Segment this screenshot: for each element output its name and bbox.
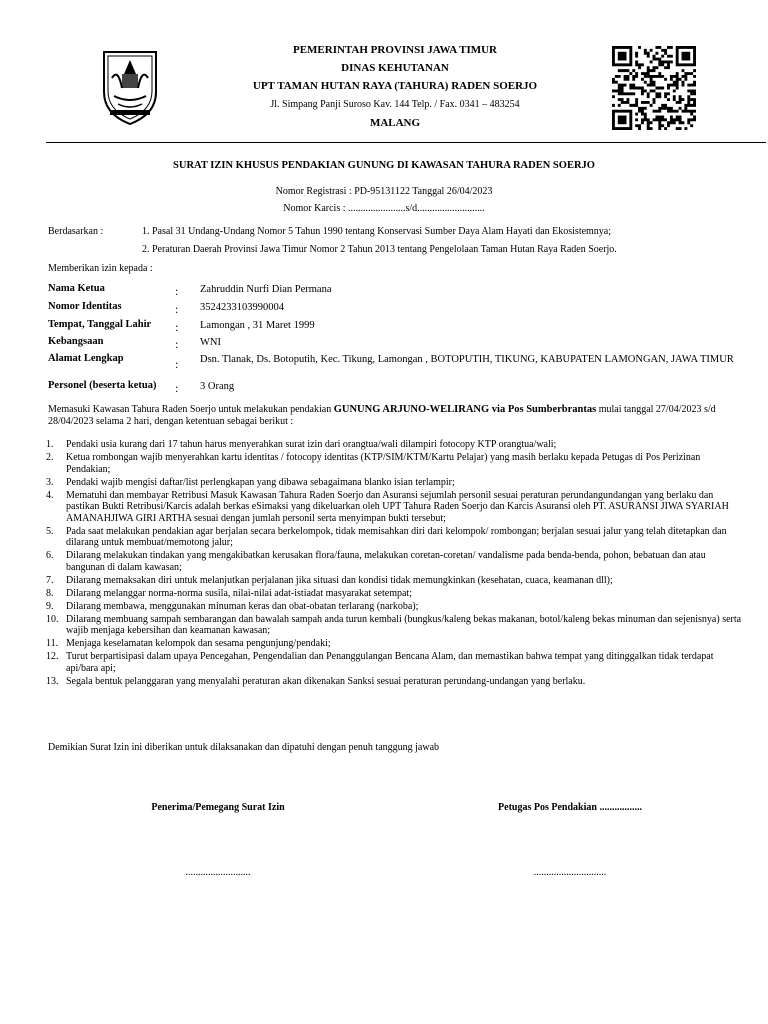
field-value-birth: Lamongan , 31 Maret 1999 [200,320,315,331]
entry-paragraph [48,404,740,428]
basis-item-1: 1. Pasal 31 Undang-Undang Nomor 5 Tahun 1990 tentang Konservasi Sumber Daya Alam Hayati dan Ekosistemnya; [142,226,612,237]
field-colon: : [175,357,179,371]
field-label-birth: Tempat, Tanggal Lahir [48,319,152,330]
list-item [46,439,746,451]
list-item-number: 4. [46,489,54,501]
coat-of-arms-logo [100,48,160,126]
list-item-text: Dilarang membuang sampah sembarangan dan bawalah sampah anda turun kembali (bungkus/kaleng bekas makanan, botol/kaleng bekas minuman dan sejenisnya) serta wajib menjaga kebersihan dan keamanan kawasan; [66,613,742,636]
list-item-number: 11. [46,638,59,649]
list-item-text: Dilarang melakukan tindakan yang mengakibatkan kerusakan flora/fauna, melakukan coretan-coretan/ vandalisme pada benda-benda, pohon, bebatuan dan atau bangunan di dalam kawasan; [66,550,706,573]
list-item-number: 5. [46,525,54,537]
field-colon: : [175,381,179,395]
document-title: SURAT IZIN KHUSUS PENDAKIAN GUNUNG DI KAWASAN TAHURA RADEN SOERJO [173,160,595,171]
field-colon: : [175,302,179,316]
entry-mountain: GUNUNG ARJUNO-WELIRANG via Pos Sumberbrantas [333,404,597,415]
list-item-number: 13. [46,675,59,687]
field-value-leader-name: Zahruddin Nurfi Dian Permana [200,284,332,295]
recipient-signature-line: .......................... [185,867,251,878]
list-item-text: Dilarang memaksakan diri untuk melanjutkan perjalanan jika situasi dan kondisi tidak memungkinkan (kesehatan, cuaca, keamanan dll); [66,574,613,586]
recipient-signature-title: Penerima/Pemegang Surat Izin [151,802,285,813]
list-item-number: 12. [46,651,59,662]
list-item-text: Pendaki usia kurang dari 17 tahun harus menyerahkan surat izin dari orangtua/wali dilampiri fotocopy KTP orangtua/wali; [66,439,557,450]
field-value-nationality: WNI [200,337,221,348]
list-item-number: 7. [46,574,54,586]
officer-signature-title: Petugas Pos Pendakian ................. [498,802,642,813]
closing-statement: Demikian Surat Izin ini diberikan untuk dilaksanakan dan dipatuhi dengan penuh tanggung jawab [48,742,440,753]
field-label-nationality: Kebangsaan [48,336,104,347]
list-item-number: 10. [46,613,59,625]
header-unit: UPT TAMAN HUTAN RAYA (TAHURA) RADEN SOERJO [252,80,538,92]
list-item [46,490,746,525]
field-value-personnel: 3 Orang [200,381,235,392]
list-item-text: Ketua rombongan wajib menyerahkan kartu identitas / fotocopy identitas (KTP/SIM/KTM/Kartu Pelajar) yang masih berlaku kepada Petugas di Pos Perizinan Pendakian; [66,452,701,475]
list-item [46,550,746,573]
list-item [46,601,746,613]
list-item [46,638,746,650]
ticket-number: Nomor Karcis : .......................s/d........................... [283,203,485,214]
list-item-text: Menjaga keselamatan kelompok dan sesama pengunjung/pendaki; [66,638,331,649]
list-item-text: Dilarang membawa, menggunakan minuman keras dan obat-obatan terlarang (narkoba); [66,600,419,612]
list-item-number: 1. [46,439,54,450]
qr-code-icon [612,46,696,130]
list-item-text: Segala bentuk pelanggaran yang menyalahi peraturan akan dikenakan Sanksi sesuai peraturan perundang-undangan yang berlaku. [66,675,586,687]
header-divider [46,142,766,143]
field-label-personnel: Personel (beserta ketua) [48,380,157,391]
field-colon: : [175,337,179,351]
list-item-number: 2. [46,452,54,463]
list-item-number: 3. [46,476,54,488]
list-item-number: 8. [46,587,54,599]
field-colon: : [175,320,179,334]
registration-number: Nomor Registrasi : PD-95131122 Tanggal 26/04/2023 [275,186,493,197]
field-label-address: Alamat Lengkap [48,353,124,364]
list-item-number: 9. [46,600,54,612]
list-item-text: Pada saat melakukan pendakian agar berjalan secara berkelompok, tidak memisahkan diri dari kelompok/ rombongan; berjalan sesuai jalur yang telah ditetapkan dan dilarang untuk membuat/memotong jalur; [66,525,727,548]
field-value-address: Dsn. Tlanak, Ds. Botoputih, Kec. Tikung, Lamongan , BOTOPUTIH, TIKUNG, KABUPATEN LAMONGAN, JAWA TIMUR [200,354,734,365]
entry-pre: Memasuki Kawasan Tahura Raden Soerjo untuk melakukan pendakian [48,404,334,415]
rules-list [46,439,746,689]
field-colon: : [175,284,179,298]
field-label-id-number: Nomor Identitas [48,301,122,312]
list-item-text: Pendaki wajib mengisi daftar/list perlengkapan yang dibawa sebagaimana blanko isian terlampir; [66,476,455,488]
list-item-text: Turut berpartisipasi dalam upaya Pencegahan, Pengendalian dan Penanggulangan Bencana Alam, dan memastikan bahwa tempat yang ditinggalkan tidak terdapat api/bara api; [66,651,714,674]
officer-signature-line: ............................. [533,867,607,878]
list-item-number: 6. [46,550,54,561]
header-city: MALANG [369,117,421,129]
list-item [46,651,746,674]
list-item [46,477,746,489]
grant-intro: Memberikan izin kepada : [48,263,153,274]
list-item [46,588,746,600]
basis-label: Berdasarkan : [48,226,104,237]
list-item [46,526,746,549]
field-value-id-number: 3524233103990004 [200,302,284,313]
list-item [46,452,746,475]
list-item-text: Mematuhi dan membayar Retribusi Masuk Kawasan Tahura Raden Soerjo dan Asuransi sejumlah personil sesuai peraturan perundangundangan yang berlaku dan pastikan Bukti Retribusi/Karcis adalah berkas eSimaksi yang dikeluarkan oleh UPT Tahura Raden Soerjo dan Karcis Asuransi oleh PT. ASURANSI JIWA SYARIAH AMANAHJIWA GIRI ARTHA sesuai dengan jumlah personil serta menyimpan bukti tersebut; [66,489,729,524]
basis-item-2: 2. Peraturan Daerah Provinsi Jawa Timur Nomor 2 Tahun 2013 tentang Pengelolaan Taman Hutan Raya Raden Soerjo. [142,244,617,255]
list-item [46,676,746,688]
header-address: Jl. Simpang Panji Suroso Kav. 144 Telp. / Fax. 0341 – 483254 [270,99,520,110]
list-item [46,614,746,637]
header-department: DINAS KEHUTANAN [341,62,449,74]
header-government: PEMERINTAH PROVINSI JAWA TIMUR [292,44,498,56]
entry-post: mulai tanggal 27/04/2023 s/d 28/04/2023 selama 2 hari, dengan ketentuan sebagai berikut : [48,404,716,427]
list-item-text: Dilarang melanggar norma-norma susila, nilai-nilai adat-istiadat masyarakat setempat; [66,587,412,599]
field-label-leader-name: Nama Ketua [48,283,105,294]
list-item [46,575,746,587]
